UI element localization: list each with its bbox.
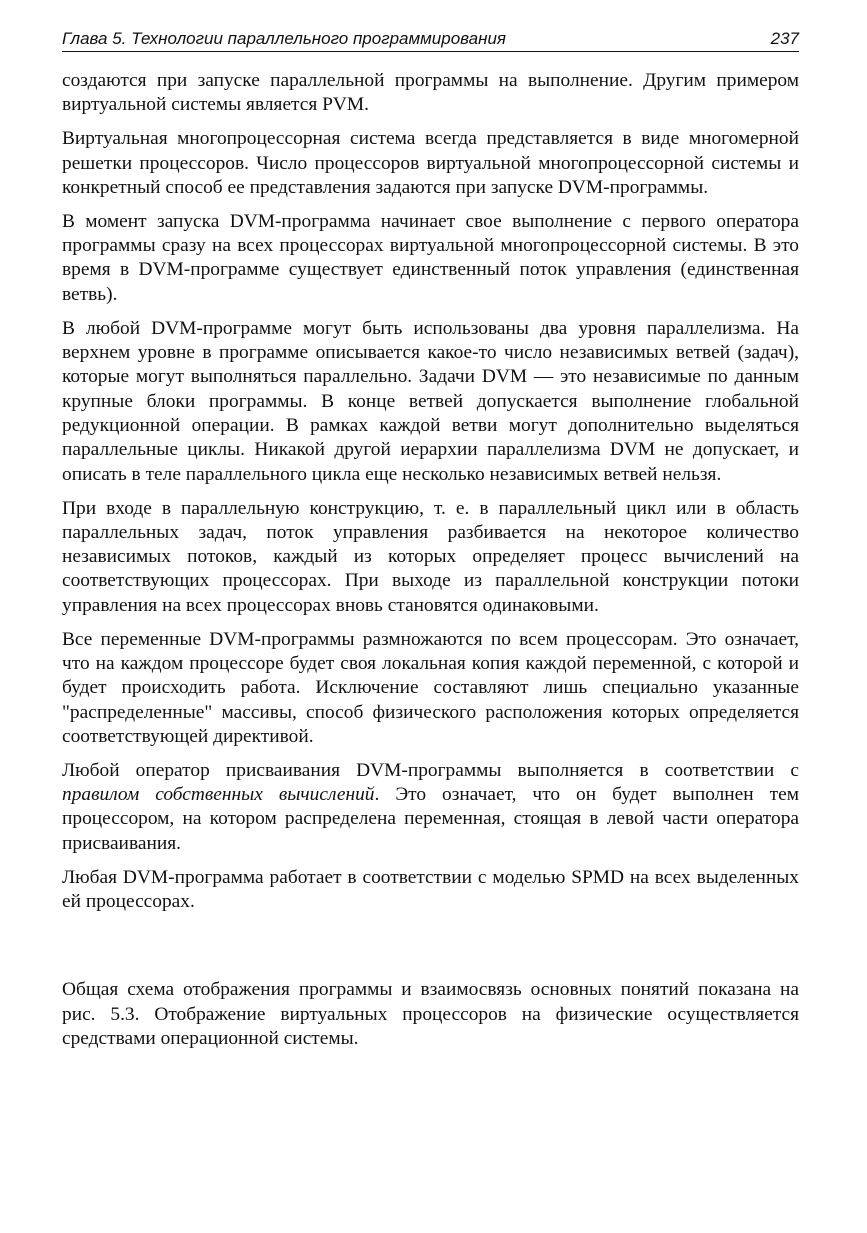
chapter-title: Глава 5. Технологии параллельного программирования [62,29,507,48]
paragraph-4: В любой DVM-программе могут быть использованы два уровня параллелизма. На верхнем уровне в программе описывается какое-то число независимых ветвей (задач), которые могут выполняться параллельно. Задачи DVM — это независимые по данным крупные блоки программы. В конце ветвей допускается выполнение глобальной редукционной операции. В рамках каждой ветви могут дополнительно выделяться параллельные циклы. Никакой другой иерархии параллелизма DVM не допускает, и описать в теле параллельного цикла еще несколько независимых ветвей нельзя. [62,317,799,485]
paragraph-8: Любая DVM-программа работает в соответствии с моделью SPMD на всех выделенных ей процессорах. [62,866,799,913]
book-page [62,29,799,1061]
body-text [62,69,799,1051]
paragraph-7-start: Любой оператор присваивания DVM-программы выполняется в соответствии с [62,759,799,781]
paragraph-6: Все переменные DVM-программы размножаются по всем процессорам. Это означает, что на каждом процессоре будет своя локальная копия каждой переменной, с которой и будет происходить работа. Исключение составляют лишь специально указанные "распределенные" массивы, способ физического расположения которых определяется соответствующей директивой. [62,628,799,747]
page-number: 237 [770,29,799,48]
paragraph-3: В момент запуска DVM-программа начинает свое выполнение с первого оператора программы сразу на всех процессорах виртуальной многопроцессорной системы. В это время в DVM-программе существует единственный поток управления (единственная ветвь). [62,210,799,305]
running-header [62,29,799,52]
emphasized-term: правилом собственных вычислений [62,784,375,806]
paragraph-7-end: . Это означает, что он будет выполнен тем процессором, на котором распределена переменная, стоящая в левой части оператора присваивания. [62,784,799,854]
paragraph-2: Виртуальная многопроцессорная система всегда представляется в виде многомерной решетки процессоров. Число процессоров виртуальной многопроцессорной системы и конкретный способ ее представления задаются при запуске DVM-программы. [62,128,799,198]
paragraph-1: создаются при запуске параллельной программы на выполнение. Другим примером виртуальной системы является PVM. [62,70,799,116]
paragraph-9: Общая схема отображения программы и взаимосвязь основных понятий показана на рис. 5.3. Отображение виртуальных процессоров на физические осуществляется средствами операционной системы. [62,979,799,1049]
paragraph-5: При входе в параллельную конструкцию, т. е. в параллельный цикл или в область параллельных задач, поток управления разбивается на некоторое количество независимых потоков, каждый из которых определяет процесс вычислений на соответствующих процессорах. При выходе из параллельной конструкции потоки управления на всех процессорах вновь становятся одинаковыми. [62,497,799,616]
paragraph-7 [62,759,799,856]
